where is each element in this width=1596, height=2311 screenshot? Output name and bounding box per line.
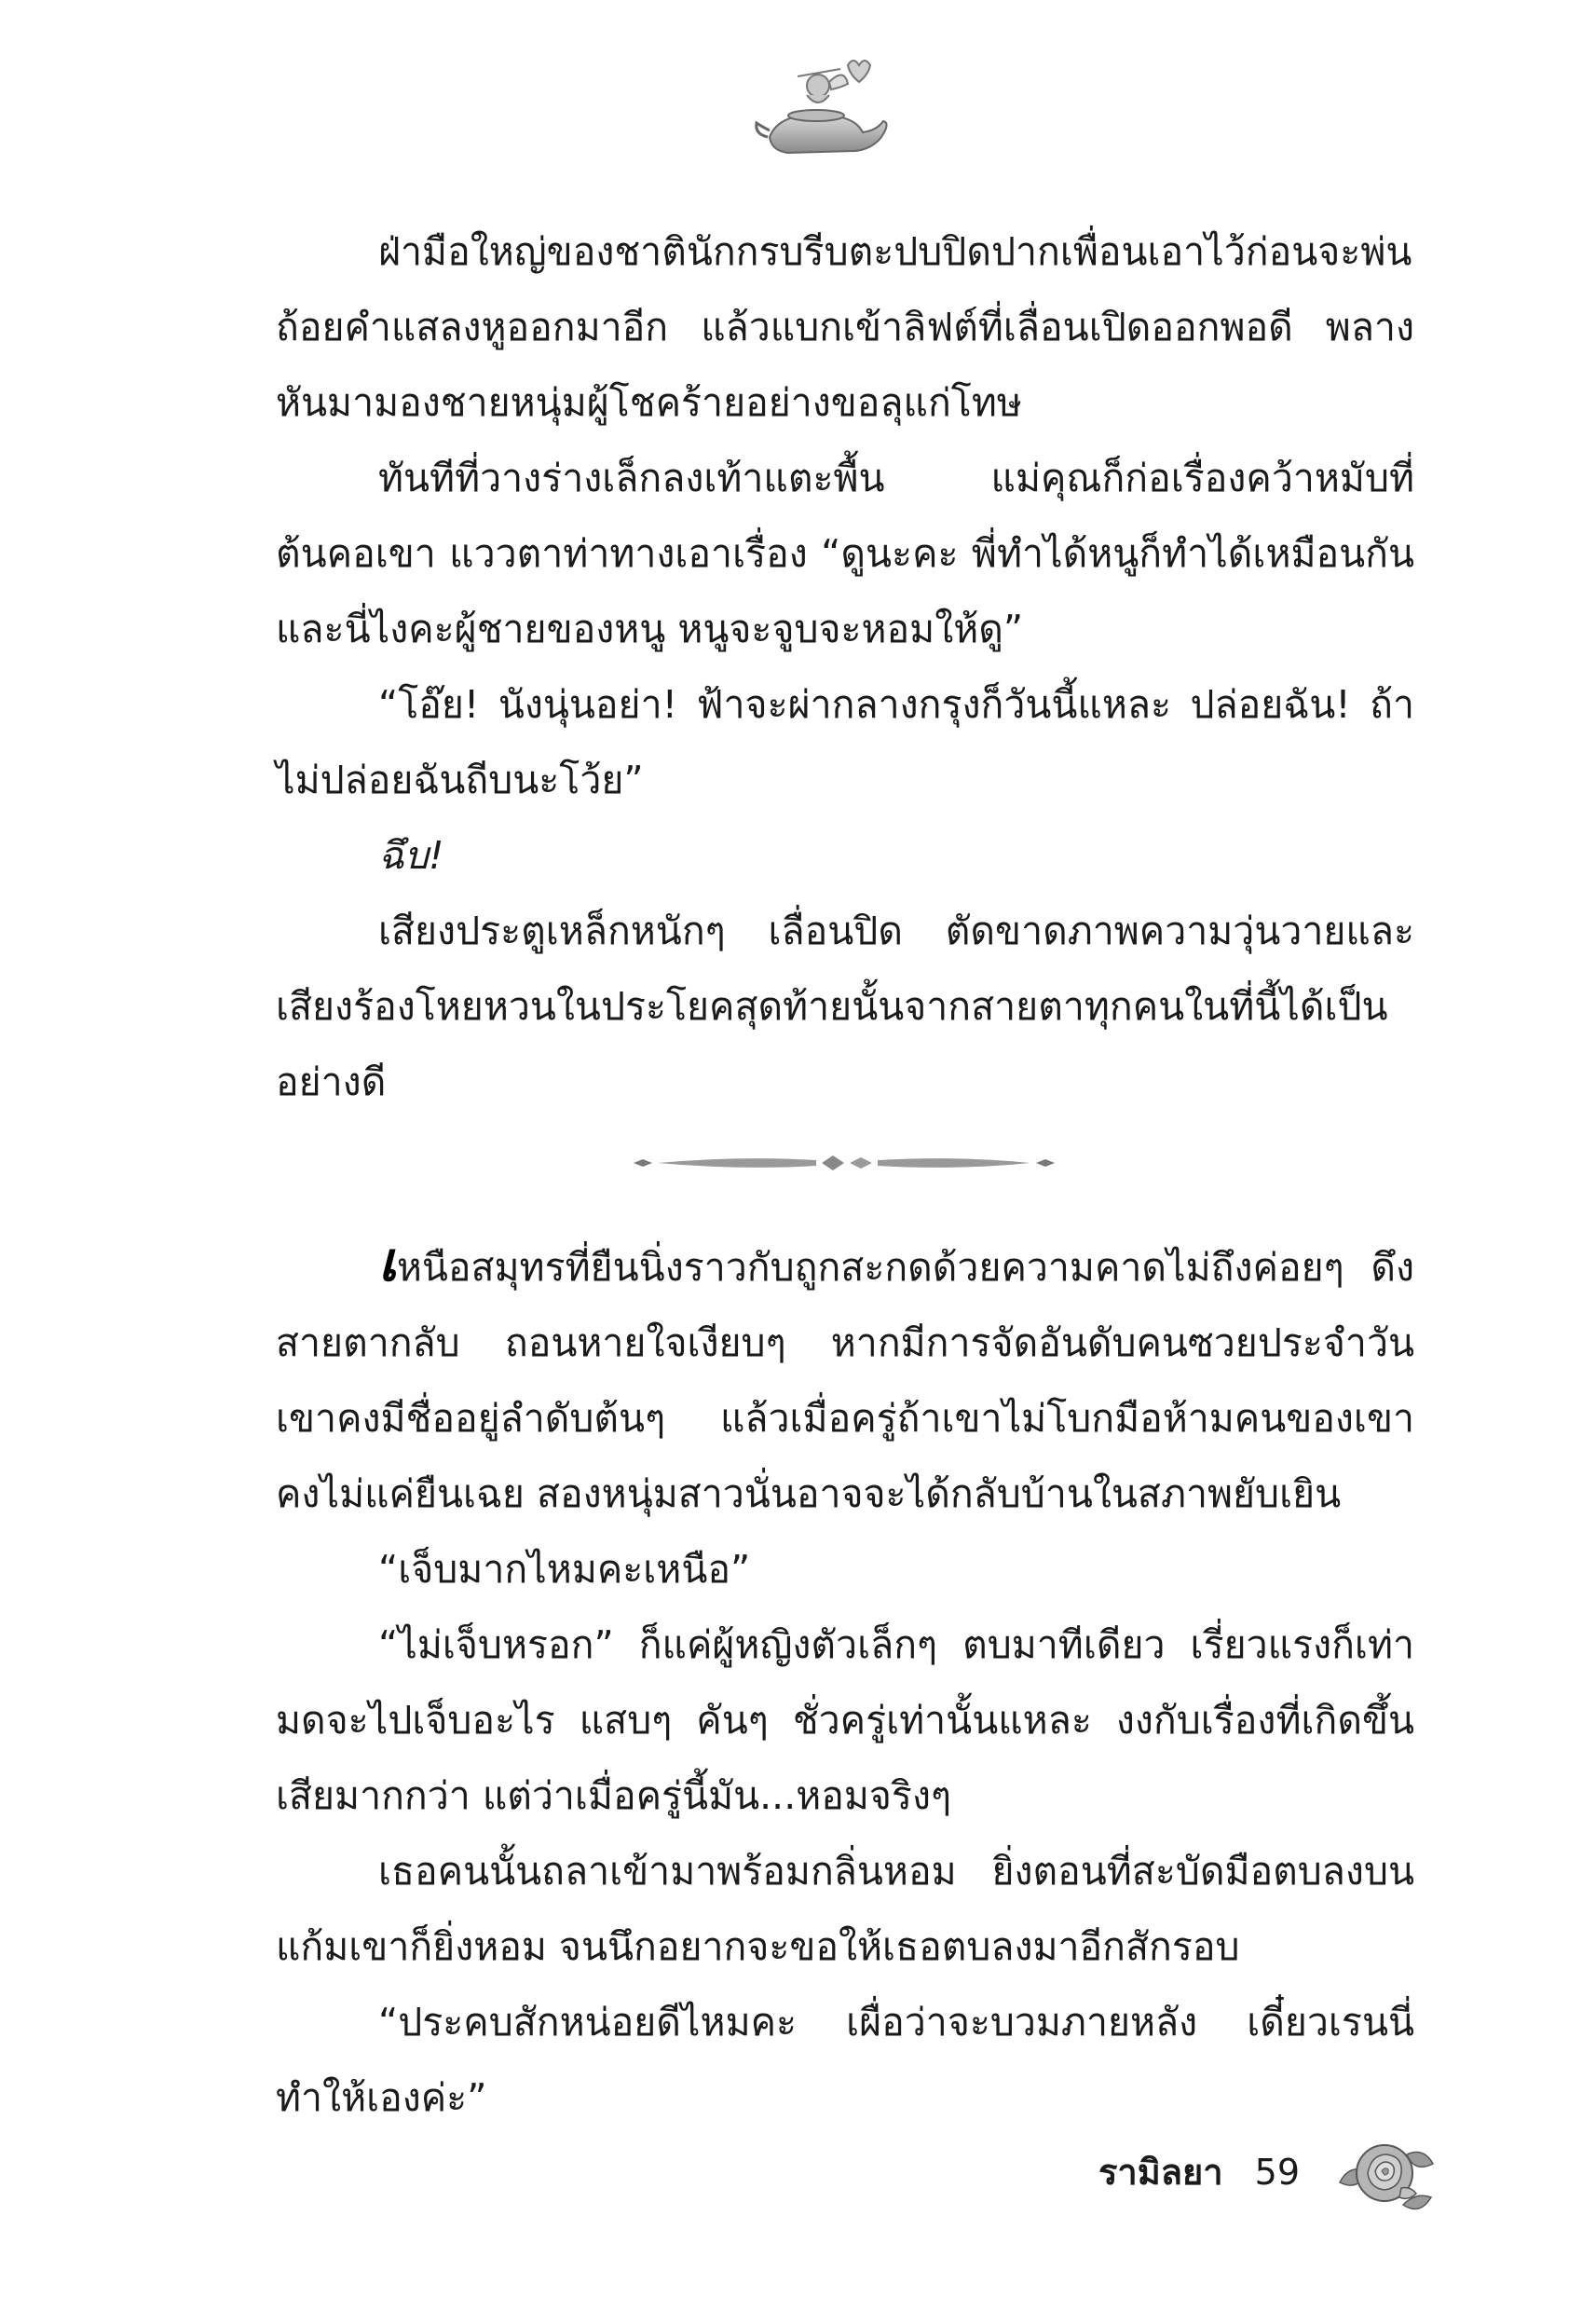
rose-icon xyxy=(1330,2126,1442,2220)
page-number: 59 xyxy=(1254,2152,1300,2193)
scene-divider-icon xyxy=(630,1144,1058,1182)
page-footer xyxy=(1098,2143,1300,2200)
teapot-ornament-icon xyxy=(751,48,900,170)
paragraph: เธอคนนั้นถลาเข้ามาพร้อมกลิ่นหอม ยิ่งตอนที่สะบัดมือตบลงบนแก้มเขาก็ยิ่งหอม จนนึกอยากจะขอให้เธอตบลงมาอีกสักรอบ xyxy=(276,1849,1414,1969)
paragraph: “โอ๊ย! นังนุ่นอย่า! ฟ้าจะผ่ากลางกรุงก็วันนี้แหละ ปล่อยฉัน! ถ้าไม่ปล่อยฉันถีบนะโว้ย” xyxy=(276,682,1414,802)
paragraph-text: หนือสมุทรที่ยืนนิ่งราวกับถูกสะกดด้วยความคาดไม่ถึงค่อยๆ ดึงสายตากลับ ถอนหายใจเงียบๆ หากมีการจัดอันดับคนซวยประจำวัน เขาคงมีชื่ออยู่ลำดับต้นๆ แล้วเมื่อครู่ถ้าเขาไม่โบกมือห้ามคนของเขาคงไม่แค่ยืนเฉย สองหนุ่มสาวนั่นอาจจะได้กลับบ้านในสภาพยับเยิน xyxy=(276,1245,1414,1516)
opening-paragraph xyxy=(276,1230,1414,1532)
author-name: รามิลยา xyxy=(1098,2152,1223,2193)
sound-effect: ฉึบ! xyxy=(378,833,444,878)
paragraph: “เจ็บมากไหมคะเหนือ” xyxy=(378,1547,751,1592)
paragraph: “ไม่เจ็บหรอก” ก็แค่ผู้หญิงตัวเล็กๆ ตบมาทีเดียว เรี่ยวแรงก็เท่ามดจะไปเจ็บอะไร แสบๆ คันๆ ชั่วครู่เท่านั้นแหละ งงกับเรื่องที่เกิดขึ้นเสียมากกว่า แต่ว่าเมื่อครู่นี้มัน...หอมจริงๆ xyxy=(276,1622,1414,1818)
drop-cap: เ xyxy=(378,1230,397,1293)
story-text-part-2 xyxy=(276,1230,1414,2136)
story-text-part-1 xyxy=(276,214,1414,1120)
paragraph: “ประคบสักหน่อยดีไหมคะ เผื่อว่าจะบวมภายหลัง เดี๋ยวเรนนี่ทำให้เองค่ะ” xyxy=(276,2000,1414,2120)
paragraph: ทันทีที่วางร่างเล็กลงเท้าแตะพื้น แม่คุณก็ก่อเรื่องคว้าหมับที่ต้นคอเขา แววตาท่าทางเอาเรื่อง “ดูนะคะ พี่ทำได้หนูก็ทำได้เหมือนกัน และนี่ไงคะผู้ชายของหนู หนูจะจูบจะหอมให้ดู” xyxy=(276,456,1414,651)
paragraph: ฝ่ามือใหญ่ของชาตินักกรบรีบตะปบปิดปากเพื่อนเอาไว้ก่อนจะพ่นถ้อยคำแสลงหูออกมาอีก แล้วแบกเข้าลิฟต์ที่เลื่อนเปิดออกพอดี พลางหันมามองชายหนุ่มผู้โชคร้ายอย่างขอลุแก่โทษ xyxy=(276,229,1414,425)
paragraph: เสียงประตูเหล็กหนักๆ เลื่อนปิด ตัดขาดภาพความวุ่นวายและเสียงร้องโหยหวนในประโยคสุดท้ายนั้นจากสายตาทุกคนในที่นี้ได้เป็นอย่างดี xyxy=(276,909,1414,1104)
